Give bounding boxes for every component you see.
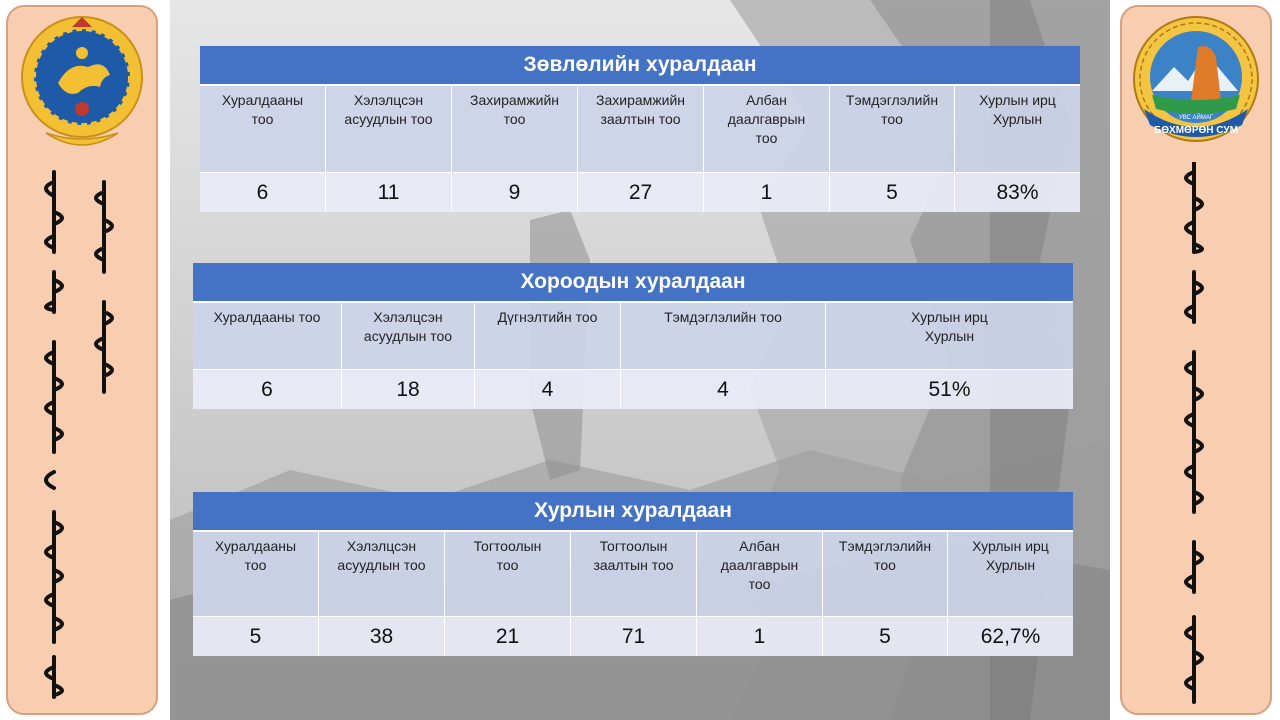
column-header: Захирамжийн заалтын тоо — [578, 86, 704, 172]
column-header: Тогтоолын тоо — [445, 532, 571, 616]
column-header: Дүгнэлтийн тоо — [475, 303, 621, 369]
column-header: Тэмдэглэлийн тоо — [823, 532, 948, 616]
column-header: Хурлын ирц Хурлын — [955, 86, 1080, 172]
mongolian-script-vertical-text — [8, 162, 156, 703]
table-title: Хурлын хуралдаан — [193, 492, 1073, 532]
emblem-caption: БӨХМӨРӨН СУМ — [1154, 125, 1238, 136]
column-header: Тэмдэглэлийн тоо — [621, 303, 826, 369]
table-row — [193, 616, 1073, 656]
column-header: Албан даалгаврын тоо — [697, 532, 823, 616]
committee-meeting-table — [193, 263, 1073, 409]
right-side-panel — [1120, 5, 1272, 715]
table-header-row — [193, 532, 1073, 616]
table-cell: 27 — [578, 172, 704, 212]
table-cell: 1 — [704, 172, 830, 212]
table-cell: 4 — [621, 369, 826, 409]
column-header: Хурлын ирц Хурлын — [948, 532, 1073, 616]
table-cell: 62,7% — [948, 616, 1073, 656]
table-cell: 5 — [830, 172, 955, 212]
column-header: Хэлэлцсэн асуудлын тоо — [326, 86, 452, 172]
table-cell: 21 — [445, 616, 571, 656]
mongolia-state-emblem-icon — [18, 13, 146, 162]
column-header: Хэлэлцсэн асуудлын тоо — [319, 532, 445, 616]
mongolian-script-vertical-text — [1122, 162, 1270, 703]
column-header: Албан даалгаврын тоо — [704, 86, 830, 172]
table-cell: 18 — [342, 369, 475, 409]
left-side-panel — [6, 5, 158, 715]
column-header: Хуралдааны тоо — [193, 303, 342, 369]
column-header: Хэлэлцсэн асуудлын тоо — [342, 303, 475, 369]
column-header: Тэмдэглэлийн тоо — [830, 86, 955, 172]
table-title: Зөвлөлийн хуралдаан — [200, 46, 1080, 86]
table-cell: 51% — [826, 369, 1073, 409]
table-cell: 83% — [955, 172, 1080, 212]
table-row — [193, 369, 1073, 409]
table-row — [200, 172, 1080, 212]
table-title: Хороодын хуралдаан — [193, 263, 1073, 303]
table-cell: 71 — [571, 616, 697, 656]
table-cell: 4 — [475, 369, 621, 409]
table-cell: 5 — [193, 616, 319, 656]
table-cell: 6 — [200, 172, 326, 212]
table-cell: 11 — [326, 172, 452, 212]
column-header: Хуралдааны тоо — [200, 86, 326, 172]
table-cell: 9 — [452, 172, 578, 212]
column-header: Хуралдааны тоо — [193, 532, 319, 616]
council-meeting-table — [200, 46, 1080, 212]
column-header: Захирамжийн тоо — [452, 86, 578, 172]
bukhmurun-sum-emblem-icon — [1130, 13, 1262, 150]
emblem-subcaption: УВС АЙМАГ — [1178, 115, 1214, 121]
table-cell: 5 — [823, 616, 948, 656]
assembly-meeting-table — [193, 492, 1073, 656]
table-cell: 6 — [193, 369, 342, 409]
table-header-row — [200, 86, 1080, 172]
column-header: Хурлын ирц Хурлын — [826, 303, 1073, 369]
table-header-row — [193, 303, 1073, 369]
column-header: Тогтоолын заалтын тоо — [571, 532, 697, 616]
table-cell: 38 — [319, 616, 445, 656]
table-cell: 1 — [697, 616, 823, 656]
